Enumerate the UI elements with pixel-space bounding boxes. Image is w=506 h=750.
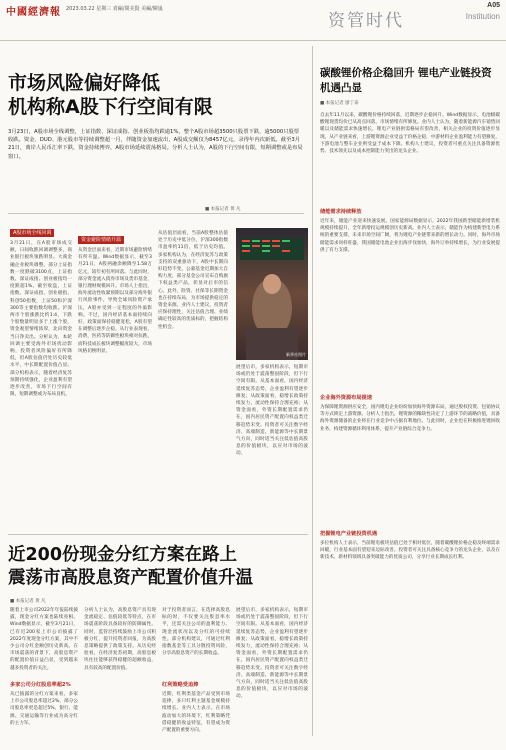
trading-floor-photo	[236, 228, 308, 360]
story3-headline-line2: 震荡市高股息资产配置价值升温	[8, 568, 253, 588]
story1-column-2: 从资金层面来看，近期市场避险情绪有所升温。Wind数据显示，截至3月21日，A股两融余额降至1.58万亿元，较年初有所回落。与此同时，部分资金流入债券市场及货币基金，银行理财规模回升。市场人士指出，海外流动性收紧预期以及部分海外银行风险事件，导致全球风险资产承压，A股亦受到一定程度的外溢影响。不过，国内经济基本面持续向好，政策面保持稳健宽松，A股有望在调整后逐步企稳。从行业表现看，消费、医药等防御性板块相对抗跌，而科技成长板块调整幅度较大，市场风格切换明显。	[78, 248, 152, 354]
story2-headline: 碳酸锂价格企稳回升 锂电产业链投资机遇凸显	[320, 67, 492, 94]
story1-headline-line2: 机构称A股下行空间有限	[8, 96, 213, 118]
story2-body-4: 多位机构人士表示，当前锂电板块估值已处于相对低位，随着碳酸锂价格企稳及终端需求回暖，行业基本面有望迎来边际改善。投资者可关注具备核心竞争力的龙头企业，以及在新技术、新材料领域具备突破能力的优质公司，分享行业长期成长红利。	[320, 541, 500, 561]
story2-subhead-1: 储能需求持续释放	[320, 209, 362, 215]
section-subtitle: Institution	[465, 12, 500, 21]
story2-subhead-3: 把握锂电产业链投资机遇	[320, 531, 378, 537]
story2-subhead-2: 企业海外资源布局提速	[320, 395, 372, 401]
masthead	[0, 0, 506, 41]
column-divider	[312, 46, 313, 736]
story3-byline: ■ 本报记者 黄 凡	[10, 599, 46, 604]
story3-column-2: 分析人士认为，高股息资产具有现金流稳定、估值较低等特点，在市场震荡阶段具备较好的防御属性。同时，监管层持续鼓励上市公司积极分红，提升投资者回报，为高股息策略提供了政策支持。从历史经验看，在经济复苏初期，高股息板块往往能够获得稳健的超额收益，具有较高的配置价值。	[84, 608, 156, 671]
story2-byline: ■ 本报记者 廖丁泰	[320, 101, 359, 106]
story3-column-1: 随着上市公司2022年年报陆续披露，现金分红方案也陆续亮相。Wind数据显示，截至3月21日，已有近200家上市公司披露了2022年度现金分红方案，其中不少公司分红金额创历史新高。在市场震荡的背景下，高股息资产的配置价值日益凸显，受到越来越多投资者的关注。	[10, 608, 78, 671]
story1-photo	[236, 228, 308, 360]
story1-lead: 3月23日，A股市场全线调整，上证指数、深证成指、创业板指均跌逾1%，整个A股市场超3500只股票下跌，逾5000只股票收跌。资金、DUD、港元股市等持续调整超一月，伴随资金加速流出，A股成交额仅为8457亿元，录得年内次新低。截至3月21日，离岸人民币汇率下跌，资金持续博弈，A股市场延续震荡格局。分析人士认为，A股的下行空间有限，短期调整或是布局窗口。	[8, 129, 303, 160]
newspaper-logo: 中國經濟報	[6, 7, 61, 18]
issue-meta: 2023.03.22 星期三 責編/閔美賢 美編/陳嵐	[66, 6, 163, 12]
photo-caption: 新华社图片	[286, 352, 306, 357]
story2-body-1: 自去年11月以来，碳酸锂价格持续回落，近期逐步企稳回升。Wind数据显示，电池级碳酸锂现货均价已从高点回落，市场情绪有所修复。业内人士认为，随着新能源汽车销售回暖以及储能需求快速增长，锂电产业链供需格局有望改善，相关企业的投资价值逐步显现。从产业链来看，上游锂资源企业受益于价格企稳，中游材料企业盈利能力有望修复，下游电池与整车企业则受益于成本下降。机构人士建议，投资者可重点关注具备资源优势、技术领先以及成本控制能力突出的龙头企业。	[320, 113, 500, 155]
story3-subhead-1: 多家公司分红股息率超2%	[10, 682, 71, 688]
story3-column-4: 展望后市，多家机构表示，短期市场或仍处于震荡整固阶段，但下行空间有限。从基本面看，国内经济延续复苏态势，企业盈利有望逐步修复；从政策面看，稳增长政策持续发力，流动性保持合理充裕；从资金面看，外资长期配置需求仍在，国内居民资产配置向权益类迁移趋势未变。投资者可关注数字经济、高端制造、新能源等中长期景气方向，同时适当关注低估值高股息的价值板块，以应对市场的波动。	[236, 608, 308, 700]
story1-column-4: 展望后市，多家机构表示，短期市场或仍处于震荡整固阶段，但下行空间有限。从基本面看，国内经济延续复苏态势，企业盈利有望逐步修复；从政策面看，稳增长政策持续发力，流动性保持合理充裕；从资金面看，外资长期配置需求仍在，国内居民资产配置向权益类迁移趋势未变。投资者可关注数字经济、高端制造、新能源等中长期景气方向，同时适当关注低估值高股息的价值板块，以应对市场的波动。	[236, 365, 308, 457]
page-number: A05	[487, 2, 500, 9]
divider	[8, 534, 308, 535]
divider	[8, 213, 304, 214]
story3-column-1b: 从已披露的分红方案来看，多家上市公司股息率超过2%，部分公司股息率更是超过5%，银行、能源、交通运输等行业成为高分红的主力军。	[10, 692, 78, 726]
story1-headline-line1: 市场风险偏好降低	[8, 72, 161, 94]
story2-body-2: 近年来，储能产业迎来快速发展。国家能源局数据显示，2022年我国新型储能新增装机规模持续提升，全年新增投运规模创历史新高。业内人士表示，储能作为构建新型电力系统的重要支撑，未来市场空间广阔，将为锂电产业链带来新的增长动力。同时，海外市场储能需求同样旺盛，我国储能电池企业出海步伐加快，海外订单持续增长，为行业发展提供了有力支撑。	[320, 219, 500, 253]
story3-column-3: 对于投资者而言，在选择高股息标的时，不仅要关注股息率水平，还需关注公司的盈利能力、现金流状况以及分红的可持续性。部分机构建议，可通过红利指数基金等工具分散投资风险，分享高股息资产的长期收益。	[162, 608, 230, 657]
story1-column-1: 3月21日，在A股市场成交额，日间收跌回调调整多，商业银行板块领跌明显。大商金融企业板块调整，部分上证指数一度跌破3100点，上证指数、深证成指、创业板指均一度跌超1%。截至收盘，上证指数、深证成指、创业板指、科创50指数，上证50和沪深300等主要指数均收跌。沪深两市个股涨跌比约1:4，下跌个股数量明显多于上涨个股，资金观望情绪浓厚，北向资金当日净卖出。分析认为，本轮回调主要受海外市场扰动影响，投资者风险偏好有所降低，但A股估值仍处历史较低水平，中长期配置价值凸显。部分机构表示，随着经济复苏预期持续强化，企业盈利有望逐步改善，市场下行空间有限，短期调整或为布局良机。	[10, 241, 72, 398]
story2-body-3: 为保障锂资源供应安全，国内锂电企业纷纷加快海外资源布局，通过股权投资、包销协议等方式锁定上游资源。分析人士指出，锂资源的稀缺性决定了上游环节的战略价值，具备海外资源储备的企业将在行业竞争中占据有利地位。与此同时，企业也在积极推进锂回收业务，构建资源循环利用体系，提升产业链综合竞争力。	[320, 405, 500, 432]
story1-column-3: 从估值层面看，当前A股整体估值处于历史中低分位，沪深300指数市盈率约11倍，低于历史均值。多家机构认为，在经济复苏与政策支持的双重驱动下，A股中长期向好趋势不变。公募基金近期加大自购力度，部分基金公司宣布自购旗下权益类产品，彰显对后市的信心。此外，险资、社保等长期资金也在持续布局，为市场提供稳定的资金来源。业内人士建议，投资者应保持理性，关注估值合理、业绩确定性较高的优质标的，把握结构性机会。	[158, 231, 228, 330]
story1-section-tag: A股市场全线回调	[10, 229, 54, 237]
story3-column-3b: 近期，红利类基金产品受到市场追捧，多只红利主题基金规模持续增长。业内人士表示，在市场波动加大的环境下，红利策略凭借稳健的收益特征，有望成为资产配置的重要方向。	[162, 692, 230, 734]
story1-col2-tag: 资金避险情绪升温	[78, 236, 124, 244]
section-title: 资管时代	[328, 11, 404, 31]
story3-headline-line1: 近200份现金分红方案在路上	[8, 545, 238, 565]
story3-subhead-2: 红利策略受追捧	[162, 682, 199, 688]
story1-byline: ■ 本报记者 黄 凡	[205, 207, 241, 212]
